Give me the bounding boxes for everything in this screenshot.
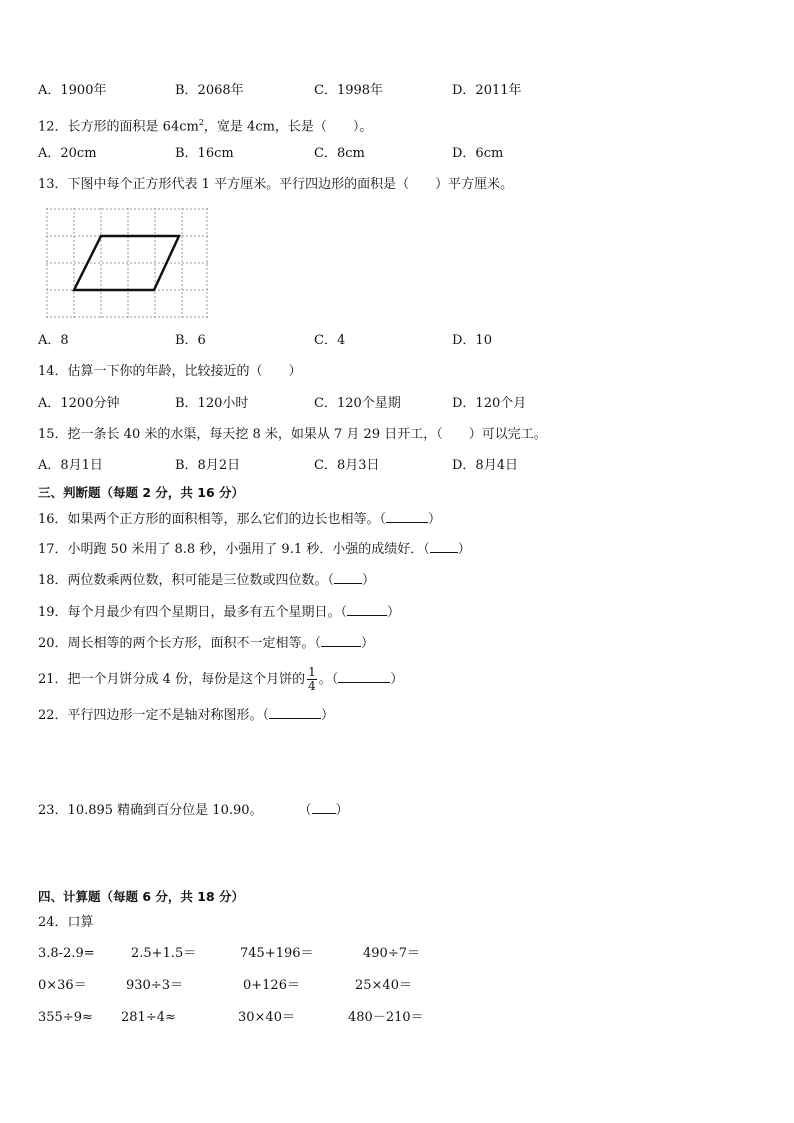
q21-answer-blank[interactable] (338, 670, 390, 683)
q14-option-b: B．120小时 (175, 396, 249, 411)
parallelogram-grid-figure (44, 206, 210, 320)
q12-option-d: D．6cm (452, 146, 504, 161)
q14-option-a: A．1200分钟 (38, 396, 120, 411)
q13-option-b: B．6 (175, 333, 206, 348)
q12-options (38, 145, 598, 163)
q13-option-a: A．8 (38, 333, 69, 348)
q15-option-d: D．8月4日 (452, 458, 518, 473)
q11-options (38, 82, 598, 100)
q11-option-b: B．2068年 (175, 83, 244, 98)
q14-question: 14．估算一下你的年龄，比较接近的（ ） (38, 364, 302, 379)
q20-answer-blank[interactable] (321, 634, 361, 647)
calc-item: 745+196＝ (240, 946, 314, 961)
q17-answer-blank[interactable] (430, 540, 458, 553)
q14-option-c: C．120个星期 (314, 396, 401, 411)
q14-options (38, 395, 598, 413)
calc-item: 490÷7＝ (363, 946, 420, 961)
q13-question: 13．下图中每个正方形代表 1 平方厘米。平行四边形的面积是（ ）平方厘米。 (38, 177, 514, 192)
calc-item: 30×40＝ (238, 1010, 295, 1025)
calc-item: 355÷9≈ (38, 1010, 93, 1025)
q18-statement: 18．两位数乘两位数，积可能是三位数或四位数。（ ） (38, 573, 376, 588)
q14-option-d: D．120个月 (452, 396, 527, 411)
q13-option-d: D．10 (452, 333, 492, 348)
calc-item: 480－210＝ (348, 1010, 424, 1025)
grid-lines (46, 208, 208, 318)
q11-option-d: D．2011年 (452, 83, 522, 98)
q15-option-b: B．8月2日 (175, 458, 241, 473)
q11-option-a: A．1900年 (38, 83, 107, 98)
calc-item: 0+126＝ (243, 978, 300, 993)
fraction-one-quarter: $\frac{1}{4}$ (308, 665, 316, 693)
section-3-heading: 三、判断题（每题 2 分，共 16 分） (38, 485, 245, 500)
calc-item: 0×36＝ (38, 978, 87, 993)
q16-statement: 16．如果两个正方形的面积相等，那么它们的边长也相等。（ ） (38, 512, 442, 527)
q12-option-b: B．16cm (175, 146, 234, 161)
q16-answer-blank[interactable] (386, 510, 428, 523)
q21-statement: 21．把一个月饼分成 4 份，每份是这个月饼的 $\frac{1}{4}$ 。（ ） (38, 665, 404, 693)
q19-statement: 19．每个月最少有四个星期日，最多有五个星期日。（ ） (38, 605, 401, 620)
q22-answer-blank[interactable] (269, 706, 321, 719)
calc-item: 2.5+1.5＝ (131, 946, 197, 961)
q24-title: 24．口算 (38, 915, 94, 930)
q12-option-a: A．20cm (38, 146, 97, 161)
q13-options (38, 332, 598, 350)
q18-answer-blank[interactable] (334, 571, 362, 584)
q23-statement: 23．10.895 精确到百分位是 10.90。 （ ） (38, 803, 349, 818)
q11-option-c: C．1998年 (314, 83, 384, 98)
q12-option-c: C．8cm (314, 146, 365, 161)
q23-answer-blank[interactable] (312, 801, 336, 814)
section-4-heading: 四、计算题（每题 6 分，共 18 分） (38, 889, 245, 904)
q20-statement: 20．周长相等的两个长方形，面积不一定相等。（ ） (38, 636, 375, 651)
q15-question: 15．挖一条长 40 米的水渠，每天挖 8 米，如果从 7 月 29 日开工，（ ）可以完工。 (38, 427, 547, 442)
q13-option-c: C．4 (314, 333, 346, 348)
q12-question: 12．长方形的面积是 $64cm^2$，宽是 4cm，长是（ ）。 (38, 118, 373, 135)
q15-option-c: C．8月3日 (314, 458, 380, 473)
q15-options (38, 457, 598, 475)
calc-item: 3.8-2.9= (38, 946, 95, 961)
q15-option-a: A．8月1日 (38, 458, 103, 473)
q19-answer-blank[interactable] (347, 603, 387, 616)
calc-item: 281÷4≈ (121, 1010, 176, 1025)
calc-item: 25×40＝ (355, 978, 412, 993)
q22-statement: 22．平行四边形一定不是轴对称图形。（ ） (38, 708, 335, 723)
calc-item: 930÷3＝ (126, 978, 183, 993)
q17-statement: 17．小明跑 50 米用了 8.8 秒，小强用了 9.1 秒．小强的成绩好．（ ） (38, 542, 471, 557)
